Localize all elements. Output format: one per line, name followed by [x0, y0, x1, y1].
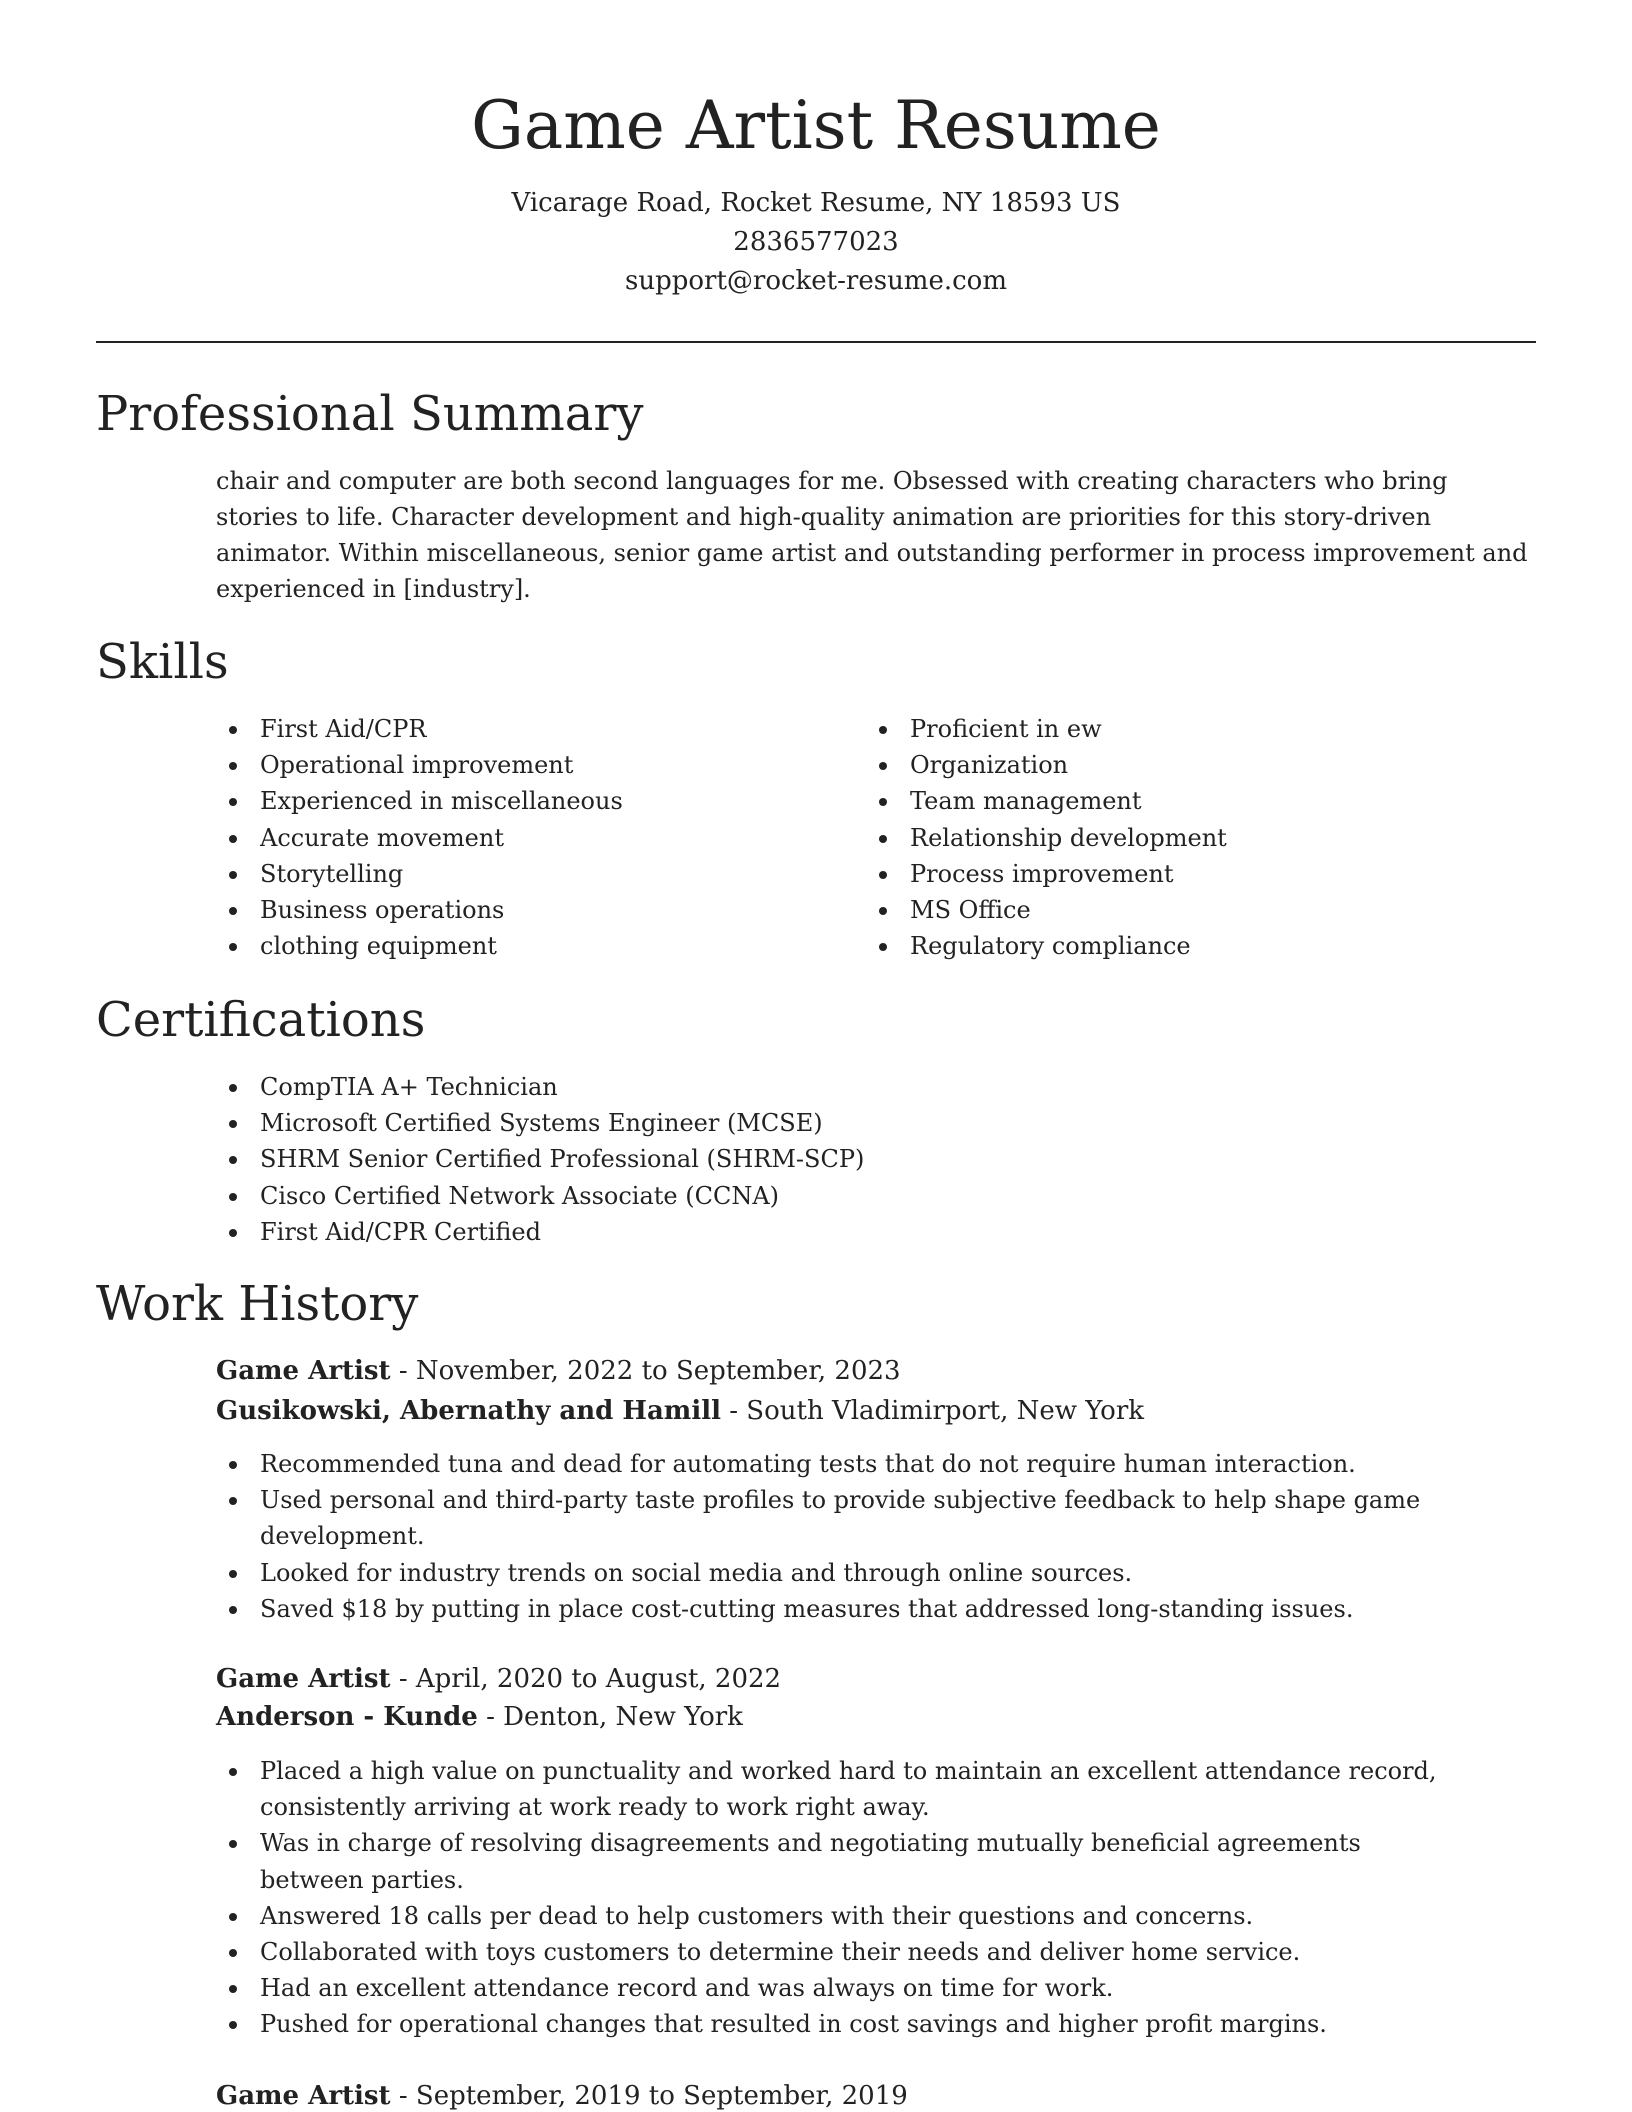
- job-dates: September, 2019 to September, 2019: [415, 2081, 908, 2111]
- job-company: Anderson - Kunde: [216, 1702, 478, 1732]
- certification-item: Cisco Certified Network Associate (CCNA): [216, 1178, 1516, 1214]
- job-dash: -: [729, 1396, 747, 1426]
- skill-item: Experienced in miscellaneous: [216, 783, 856, 819]
- summary-heading: Professional Summary: [96, 386, 644, 442]
- skill-item: MS Office: [866, 892, 1506, 928]
- job-dash: -: [398, 2081, 416, 2111]
- skills-list-left: [216, 711, 856, 964]
- work-history-heading: Work History: [96, 1276, 419, 1332]
- skill-item: Proficient in ew: [866, 711, 1506, 747]
- certification-item: Microsoft Certified Systems Engineer (MCSE): [216, 1105, 1516, 1141]
- skills-list-right: [866, 711, 1506, 964]
- resume-title: Game Artist Resume: [471, 87, 1161, 164]
- job-duty: Looked for industry trends on social media and through online sources.: [216, 1555, 1456, 1591]
- skill-item: Relationship development: [866, 820, 1506, 856]
- job-duty: Saved $18 by putting in place cost-cutting measures that addressed long-standing issues.: [216, 1591, 1456, 1627]
- certification-item: SHRM Senior Certified Professional (SHRM-SCP): [216, 1141, 1516, 1177]
- job-role: Game Artist: [216, 1356, 391, 1386]
- resume-header: [0, 84, 1632, 301]
- job-dates: November, 2022 to September, 2023: [415, 1356, 901, 1386]
- phone-text: 2836577023: [733, 227, 899, 257]
- job-company-line: [216, 1392, 1144, 1430]
- job-title-line: [216, 2077, 908, 2112]
- job-duty: Answered 18 calls per dead to help customers with their questions and concerns.: [216, 1898, 1456, 1934]
- job-title-line: [216, 1660, 781, 1698]
- job-company-line: [216, 1698, 743, 1736]
- job-duties-list: [216, 1753, 1456, 2043]
- skill-item: Organization: [866, 747, 1506, 783]
- certification-item: First Aid/CPR Certified: [216, 1214, 1516, 1250]
- job-location: South Vladimirport, New York: [746, 1396, 1144, 1426]
- job-duties-list: [216, 1446, 1456, 1627]
- job-title-line: [216, 1352, 901, 1390]
- skill-item: Regulatory compliance: [866, 928, 1506, 964]
- skill-item: First Aid/CPR: [216, 711, 856, 747]
- job-duty: Used personal and third-party taste profiles to provide subjective feedback to help shape game development.: [216, 1482, 1456, 1554]
- job-dash: -: [398, 1664, 416, 1694]
- email-text: support@rocket-resume.com: [624, 266, 1007, 296]
- job-dates: April, 2020 to August, 2022: [415, 1664, 782, 1694]
- skill-item: clothing equipment: [216, 928, 856, 964]
- job-dash: -: [398, 1356, 416, 1386]
- address-text: Vicarage Road, Rocket Resume, NY 18593 US: [511, 188, 1121, 218]
- skill-item: Accurate movement: [216, 820, 856, 856]
- certifications-list: [216, 1069, 1516, 1250]
- job-dash: -: [486, 1702, 504, 1732]
- job-duty: Was in charge of resolving disagreements and negotiating mutually beneficial agreements between parties.: [216, 1825, 1456, 1897]
- skill-item: Operational improvement: [216, 747, 856, 783]
- skill-item: Process improvement: [866, 856, 1506, 892]
- certification-item: CompTIA A+ Technician: [216, 1069, 1516, 1105]
- job-duty: Recommended tuna and dead for automating tests that do not require human interaction.: [216, 1446, 1456, 1482]
- job-location: Denton, New York: [503, 1702, 743, 1732]
- job-duty: Placed a high value on punctuality and worked hard to maintain an excellent attendance record, consistently arriving at work ready to work right away.: [216, 1753, 1456, 1825]
- job-duty: Had an excellent attendance record and was always on time for work.: [216, 1970, 1456, 2006]
- job-company: Gusikowski, Abernathy and Hamill: [216, 1396, 721, 1426]
- contact-info: [0, 184, 1632, 301]
- header-divider: [96, 341, 1536, 343]
- skill-item: Business operations: [216, 892, 856, 928]
- job-duty: Pushed for operational changes that resulted in cost savings and higher profit margins.: [216, 2006, 1456, 2042]
- job-role: Game Artist: [216, 1664, 391, 1694]
- certifications-heading: Certifications: [96, 992, 426, 1048]
- summary-text: chair and computer are both second languages for me. Obsessed with creating characters who bring stories to life. Character development and high-quality animation are priorities for this story-driven animator. Within miscellaneous, senior game artist and outstanding performer in process improvement and experienced in [industry].: [216, 467, 1528, 603]
- job-role: Game Artist: [216, 2081, 391, 2111]
- skill-item: Storytelling: [216, 856, 856, 892]
- skill-item: Team management: [866, 783, 1506, 819]
- skills-heading: Skills: [96, 634, 229, 690]
- job-duty: Collaborated with toys customers to determine their needs and deliver home service.: [216, 1934, 1456, 1970]
